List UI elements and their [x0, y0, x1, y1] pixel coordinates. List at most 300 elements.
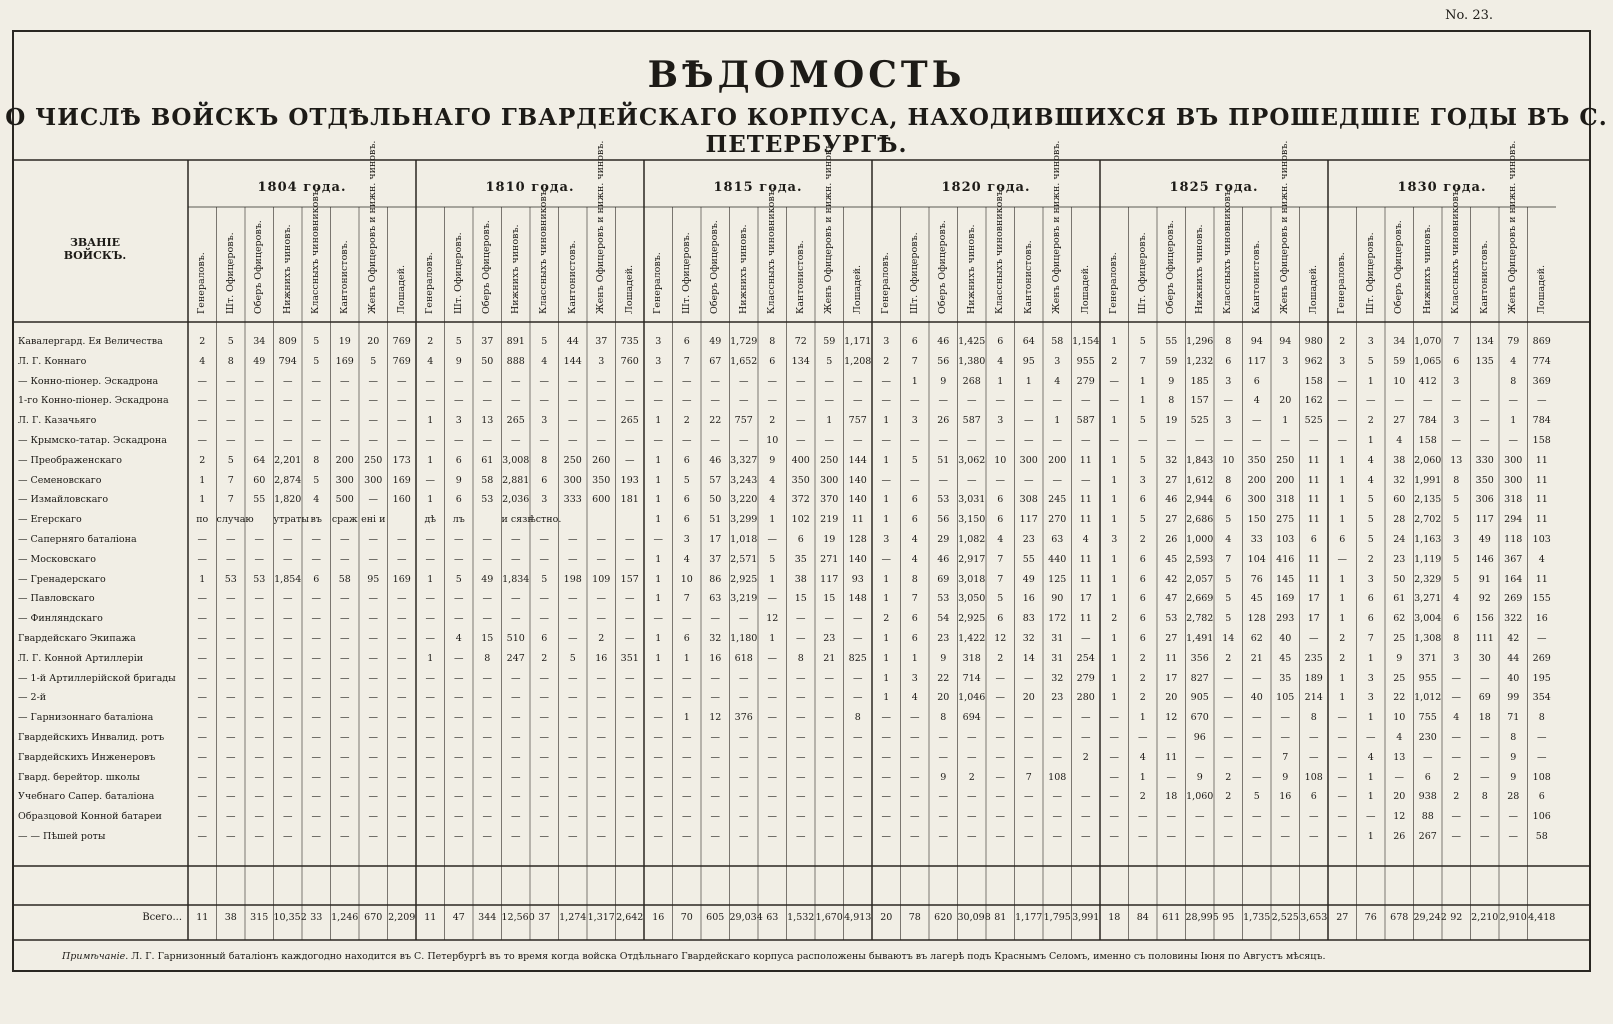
table-cell: 19: [1165, 415, 1178, 427]
table-cell: 63: [1051, 534, 1064, 545]
table-cell: —: [682, 672, 692, 684]
table-cell: 6: [455, 494, 462, 506]
table-cell: —: [539, 395, 549, 407]
table-cell: —: [596, 375, 606, 387]
table-cell: дѣ: [424, 514, 437, 526]
table-cell: 7: [1025, 771, 1032, 783]
table-cell: —: [511, 534, 521, 545]
table-cell: 21: [1250, 652, 1263, 664]
table-cell: 2: [1082, 751, 1089, 763]
table-cell: —: [1480, 435, 1490, 446]
table-cell: 3: [655, 355, 662, 367]
table-cell: —: [739, 692, 749, 704]
table-cell: 9: [769, 454, 776, 466]
table-cell: —: [767, 672, 777, 684]
table-cell: —: [739, 791, 749, 803]
table-cell: 58: [338, 573, 351, 585]
total-cell: 11: [424, 912, 437, 923]
table-cell: 15: [481, 633, 494, 644]
table-cell: —: [853, 672, 863, 684]
table-cell: —: [254, 415, 264, 427]
table-cell: —: [1223, 672, 1233, 684]
table-cell: —: [1109, 375, 1119, 387]
table-cell: 145: [1276, 573, 1295, 585]
table-cell: —: [625, 375, 635, 387]
column-header: Нижнихъ чиновъ.: [965, 224, 977, 314]
table-cell: —: [226, 553, 236, 565]
table-cell: 1: [769, 514, 776, 526]
table-cell: 144: [848, 454, 867, 466]
table-cell: —: [881, 791, 891, 803]
table-cell: —: [254, 553, 264, 565]
table-cell: 3: [1225, 415, 1232, 427]
total-cell: 78: [908, 912, 921, 923]
table-cell: —: [967, 791, 977, 803]
column-header: Кантонистовъ.: [1478, 240, 1490, 314]
table-cell: 9: [1396, 652, 1403, 664]
table-cell: 16: [709, 652, 722, 664]
table-cell: —: [226, 593, 236, 605]
table-cell: —: [539, 732, 549, 743]
table-cell: 4: [1453, 593, 1460, 605]
table-cell: 1: [655, 454, 662, 466]
table-cell: —: [226, 652, 236, 664]
table-cell: 200: [1247, 474, 1266, 486]
table-cell: 6: [911, 514, 918, 526]
column-header: Генераловъ.: [1336, 252, 1348, 314]
table-cell: —: [226, 435, 236, 446]
table-cell: —: [739, 732, 749, 743]
table-cell: 96: [1193, 732, 1206, 743]
table-cell: —: [938, 751, 948, 763]
table-cell: —: [625, 435, 635, 446]
table-cell: —: [511, 435, 521, 446]
table-cell: —: [1109, 751, 1119, 763]
table-cell: —: [397, 751, 407, 763]
table-cell: 156: [1475, 613, 1494, 625]
table-cell: 1: [1025, 375, 1032, 387]
column-header: Женъ Офицеровъ и нижн. чиновъ.: [1507, 140, 1519, 314]
table-cell: —: [767, 771, 777, 783]
total-cell: 1,735: [1243, 912, 1271, 923]
table-cell: —: [625, 771, 635, 783]
table-cell: 6: [683, 633, 690, 644]
year-header: 1804 года.: [257, 180, 347, 195]
table-cell: 155: [1532, 593, 1551, 605]
table-cell: —: [1337, 375, 1347, 387]
table-cell: 1: [911, 652, 918, 664]
table-cell: 1: [427, 652, 434, 664]
table-cell: —: [425, 712, 435, 724]
table-cell: —: [824, 692, 834, 704]
table-cell: 4: [199, 355, 206, 367]
table-cell: 1: [911, 375, 918, 387]
table-cell: 22: [937, 672, 950, 684]
table-cell: 28: [1393, 514, 1406, 526]
table-cell: 4: [1253, 395, 1260, 407]
table-cell: 2: [997, 652, 1004, 664]
table-cell: 6: [997, 514, 1004, 526]
table-cell: 4: [1367, 474, 1374, 486]
table-cell: —: [254, 593, 264, 605]
total-cell: 2,525: [1271, 912, 1299, 923]
table-cell: —: [1109, 732, 1119, 743]
table-cell: 193: [620, 474, 639, 486]
table-cell: —: [283, 415, 293, 427]
table-cell: 4: [427, 355, 434, 367]
table-cell: 938: [1418, 791, 1437, 803]
table-cell: 5: [370, 355, 377, 367]
table-cell: 250: [1276, 454, 1295, 466]
table-cell: 91: [1478, 573, 1491, 585]
table-cell: 1: [1139, 395, 1146, 407]
table-cell: 809: [278, 336, 297, 347]
table-cell: —: [197, 534, 207, 545]
table-cell: —: [1451, 751, 1461, 763]
table-cell: 6: [1339, 534, 1346, 545]
table-cell: —: [1024, 474, 1034, 486]
table-cell: —: [625, 692, 635, 704]
table-cell: —: [995, 712, 1005, 724]
table-cell: 11: [1307, 494, 1320, 506]
table-cell: 173: [392, 454, 411, 466]
table-cell: —: [482, 395, 492, 407]
table-cell: 369: [1532, 375, 1551, 387]
table-cell: 4: [1538, 553, 1545, 565]
table-cell: —: [1024, 791, 1034, 803]
table-cell: —: [1252, 751, 1262, 763]
table-cell: 1: [199, 573, 206, 585]
table-cell: 1,171: [844, 336, 872, 347]
table-cell: 9: [455, 474, 462, 486]
table-cell: 2: [1367, 553, 1374, 565]
table-cell: —: [425, 395, 435, 407]
table-cell: —: [539, 751, 549, 763]
column-header: Оберъ Офицеровъ.: [481, 220, 493, 314]
table-cell: —: [226, 415, 236, 427]
table-cell: —: [710, 692, 720, 704]
table-cell: 108: [1532, 771, 1551, 783]
column-header: Нижнихъ чиновъ.: [1193, 224, 1205, 314]
table-cell: 1,380: [958, 355, 986, 367]
table-cell: 2: [883, 355, 890, 367]
table-cell: —: [568, 415, 578, 427]
table-cell: —: [454, 652, 464, 664]
table-cell: —: [596, 395, 606, 407]
table-cell: 1,612: [1186, 474, 1214, 486]
table-cell: —: [596, 712, 606, 724]
table-cell: —: [995, 771, 1005, 783]
table-cell: —: [311, 395, 321, 407]
table-cell: 109: [592, 573, 611, 585]
table-cell: —: [653, 435, 663, 446]
table-cell: 8: [797, 652, 804, 664]
table-cell: —: [796, 732, 806, 743]
table-cell: —: [368, 375, 378, 387]
table-cell: 23: [1022, 534, 1035, 545]
table-cell: —: [1223, 751, 1233, 763]
table-cell: 40: [1250, 692, 1263, 704]
table-cell: 1: [1367, 831, 1374, 842]
table-cell: 3,243: [730, 474, 758, 486]
table-cell: —: [482, 534, 492, 545]
table-cell: —: [967, 732, 977, 743]
table-cell: —: [1480, 831, 1490, 842]
table-cell: 1: [655, 652, 662, 664]
table-cell: 4: [455, 633, 462, 644]
table-cell: —: [254, 811, 264, 823]
table-cell: 3,327: [730, 454, 758, 466]
table-cell: —: [226, 811, 236, 823]
table-cell: 235: [1304, 652, 1323, 664]
table-cell: 2: [683, 415, 690, 427]
table-cell: 1: [1510, 415, 1517, 427]
table-cell: —: [482, 593, 492, 605]
table-cell: —: [1138, 831, 1148, 842]
table-cell: —: [653, 831, 663, 842]
table-cell: —: [197, 712, 207, 724]
table-cell: 330: [1475, 454, 1494, 466]
table-cell: 2: [1339, 652, 1346, 664]
table-cell: —: [311, 652, 321, 664]
table-cell: —: [881, 811, 891, 823]
table-cell: —: [368, 751, 378, 763]
table-cell: —: [1366, 395, 1376, 407]
table-cell: —: [739, 395, 749, 407]
table-cell: 1: [1111, 692, 1118, 704]
table-cell: 1,834: [502, 573, 530, 585]
table-cell: 1,308: [1414, 633, 1442, 644]
table-cell: 1: [655, 633, 662, 644]
table-cell: —: [1309, 732, 1319, 743]
table-cell: 9: [940, 652, 947, 664]
table-cell: 3,018: [958, 573, 986, 585]
table-cell: —: [881, 751, 891, 763]
table-cell: —: [283, 652, 293, 664]
table-cell: —: [397, 395, 407, 407]
table-cell: —: [254, 831, 264, 842]
table-cell: утраты: [273, 514, 309, 526]
table-cell: 11: [1165, 751, 1178, 763]
table-cell: 1,820: [274, 494, 302, 506]
table-cell: —: [1195, 751, 1205, 763]
table-cell: 4: [769, 494, 776, 506]
table-cell: 2: [883, 613, 890, 625]
table-cell: и сязн: [501, 514, 534, 526]
table-cell: —: [1508, 395, 1518, 407]
table-cell: 2,329: [1414, 573, 1442, 585]
table-cell: 11: [1535, 494, 1548, 506]
table-cell: 200: [1276, 474, 1295, 486]
table-cell: 58: [1535, 831, 1548, 842]
total-cell: 1,532: [787, 912, 815, 923]
table-cell: —: [1309, 811, 1319, 823]
table-cell: —: [454, 395, 464, 407]
table-cell: —: [1423, 395, 1433, 407]
table-cell: 350: [1247, 454, 1266, 466]
table-cell: —: [368, 712, 378, 724]
table-cell: 10: [766, 435, 779, 446]
table-cell: 64: [253, 454, 266, 466]
row-label: — Финляндскаго: [18, 613, 103, 625]
table-cell: —: [1052, 831, 1062, 842]
table-cell: 1: [199, 474, 206, 486]
table-cell: 8: [1168, 395, 1175, 407]
table-cell: 49: [709, 336, 722, 347]
table-cell: 1,991: [1414, 474, 1442, 486]
table-cell: —: [1081, 732, 1091, 743]
table-cell: —: [625, 454, 635, 466]
table-cell: 33: [1250, 534, 1263, 545]
table-cell: —: [1337, 732, 1347, 743]
table-cell: —: [653, 732, 663, 743]
table-cell: —: [254, 375, 264, 387]
total-cell: 30,098: [957, 912, 991, 923]
row-label: Л. Г. Казачьяго: [18, 415, 97, 427]
table-cell: —: [311, 751, 321, 763]
table-cell: 6: [769, 355, 776, 367]
table-cell: 1: [427, 454, 434, 466]
table-cell: —: [1081, 474, 1091, 486]
table-cell: 1: [427, 573, 434, 585]
table-cell: —: [1537, 633, 1547, 644]
table-cell: —: [967, 395, 977, 407]
total-label: Всего...: [142, 912, 182, 923]
table-cell: —: [739, 435, 749, 446]
table-cell: 5: [1367, 355, 1374, 367]
table-cell: 13: [1450, 454, 1463, 466]
table-cell: —: [824, 831, 834, 842]
row-label: Л. Г. Коннаго: [18, 355, 87, 367]
table-cell: 1,000: [1186, 534, 1214, 545]
table-cell: 11: [1535, 474, 1548, 486]
table-cell: —: [425, 692, 435, 704]
table-cell: 1: [1339, 454, 1346, 466]
table-cell: —: [1280, 831, 1290, 842]
table-cell: —: [1081, 633, 1091, 644]
table-cell: 1: [1367, 791, 1374, 803]
table-cell: 35: [794, 553, 807, 565]
table-cell: 1: [1111, 672, 1118, 684]
table-cell: —: [454, 692, 464, 704]
table-cell: 1: [883, 652, 890, 664]
table-cell: 600: [592, 494, 611, 506]
table-cell: —: [311, 534, 321, 545]
table-cell: —: [568, 732, 578, 743]
total-cell: 95: [1222, 912, 1235, 923]
table-cell: —: [340, 791, 350, 803]
table-cell: 760: [620, 355, 639, 367]
table-cell: —: [682, 811, 692, 823]
table-cell: —: [340, 593, 350, 605]
table-cell: 6: [541, 633, 548, 644]
table-cell: —: [368, 672, 378, 684]
table-cell: —: [425, 534, 435, 545]
table-cell: —: [368, 395, 378, 407]
table-cell: 2: [1139, 791, 1146, 803]
table-cell: 34: [253, 336, 266, 347]
table-cell: —: [1223, 831, 1233, 842]
table-cell: —: [767, 692, 777, 704]
table-cell: —: [340, 395, 350, 407]
table-cell: —: [368, 415, 378, 427]
table-cell: —: [226, 791, 236, 803]
table-cell: —: [1052, 791, 1062, 803]
table-cell: —: [311, 672, 321, 684]
table-cell: 1,060: [1186, 791, 1214, 803]
table-cell: 53: [937, 494, 950, 506]
table-cell: —: [368, 692, 378, 704]
row-label: Образцовой Конной батареи: [18, 811, 162, 823]
table-cell: —: [197, 652, 207, 664]
table-cell: 3: [541, 415, 548, 427]
table-cell: 17: [1307, 593, 1320, 605]
table-cell: 1,296: [1186, 336, 1214, 347]
table-cell: —: [938, 811, 948, 823]
table-cell: 34: [1393, 336, 1406, 347]
table-cell: 44: [566, 336, 579, 347]
table-cell: 32: [1393, 474, 1406, 486]
table-cell: —: [938, 395, 948, 407]
row-label: — 1-й Артиллерійской бригады: [18, 672, 176, 684]
table-cell: 8: [1510, 375, 1517, 387]
table-cell: 148: [848, 593, 867, 605]
table-cell: —: [1252, 435, 1262, 446]
table-cell: —: [1280, 712, 1290, 724]
column-header: Нижнихъ чиновъ.: [509, 224, 521, 314]
table-cell: 245: [1048, 494, 1067, 506]
table-cell: —: [967, 474, 977, 486]
table-cell: —: [340, 415, 350, 427]
total-cell: 29,034: [729, 912, 763, 923]
table-cell: 7: [997, 553, 1004, 565]
table-cell: 3,219: [730, 593, 758, 605]
table-cell: —: [568, 593, 578, 605]
table-cell: 11: [1079, 613, 1092, 625]
table-cell: 117: [1019, 514, 1038, 526]
table-cell: —: [311, 613, 321, 625]
table-cell: —: [511, 395, 521, 407]
table-cell: 25: [1393, 633, 1406, 644]
table-cell: 13: [1393, 751, 1406, 763]
table-cell: —: [653, 672, 663, 684]
table-cell: —: [425, 553, 435, 565]
table-cell: —: [197, 633, 207, 644]
table-cell: —: [254, 633, 264, 644]
column-header: Кантонистовъ.: [566, 240, 578, 314]
row-label: Учебнаго Сапер. баталіона: [18, 791, 155, 803]
table-cell: 11: [1307, 474, 1320, 486]
table-cell: 267: [1418, 831, 1437, 842]
table-cell: 181: [620, 494, 639, 506]
table-cell: 4: [1453, 712, 1460, 724]
row-label: Гвардейскихъ Инженеровъ: [18, 751, 156, 763]
table-cell: 962: [1304, 355, 1323, 367]
table-cell: 370: [820, 494, 839, 506]
table-cell: —: [1252, 732, 1262, 743]
table-cell: —: [311, 732, 321, 743]
table-cell: 5: [1453, 573, 1460, 585]
table-cell: 12: [1393, 811, 1406, 823]
table-cell: 10: [994, 454, 1007, 466]
table-cell: —: [226, 732, 236, 743]
table-cell: 18: [1165, 791, 1178, 803]
table-cell: 3: [1453, 375, 1460, 387]
table-cell: 61: [481, 454, 494, 466]
column-header: Классныхъ чиновниковъ.: [994, 187, 1006, 314]
table-cell: 7: [997, 573, 1004, 585]
table-cell: —: [226, 613, 236, 625]
